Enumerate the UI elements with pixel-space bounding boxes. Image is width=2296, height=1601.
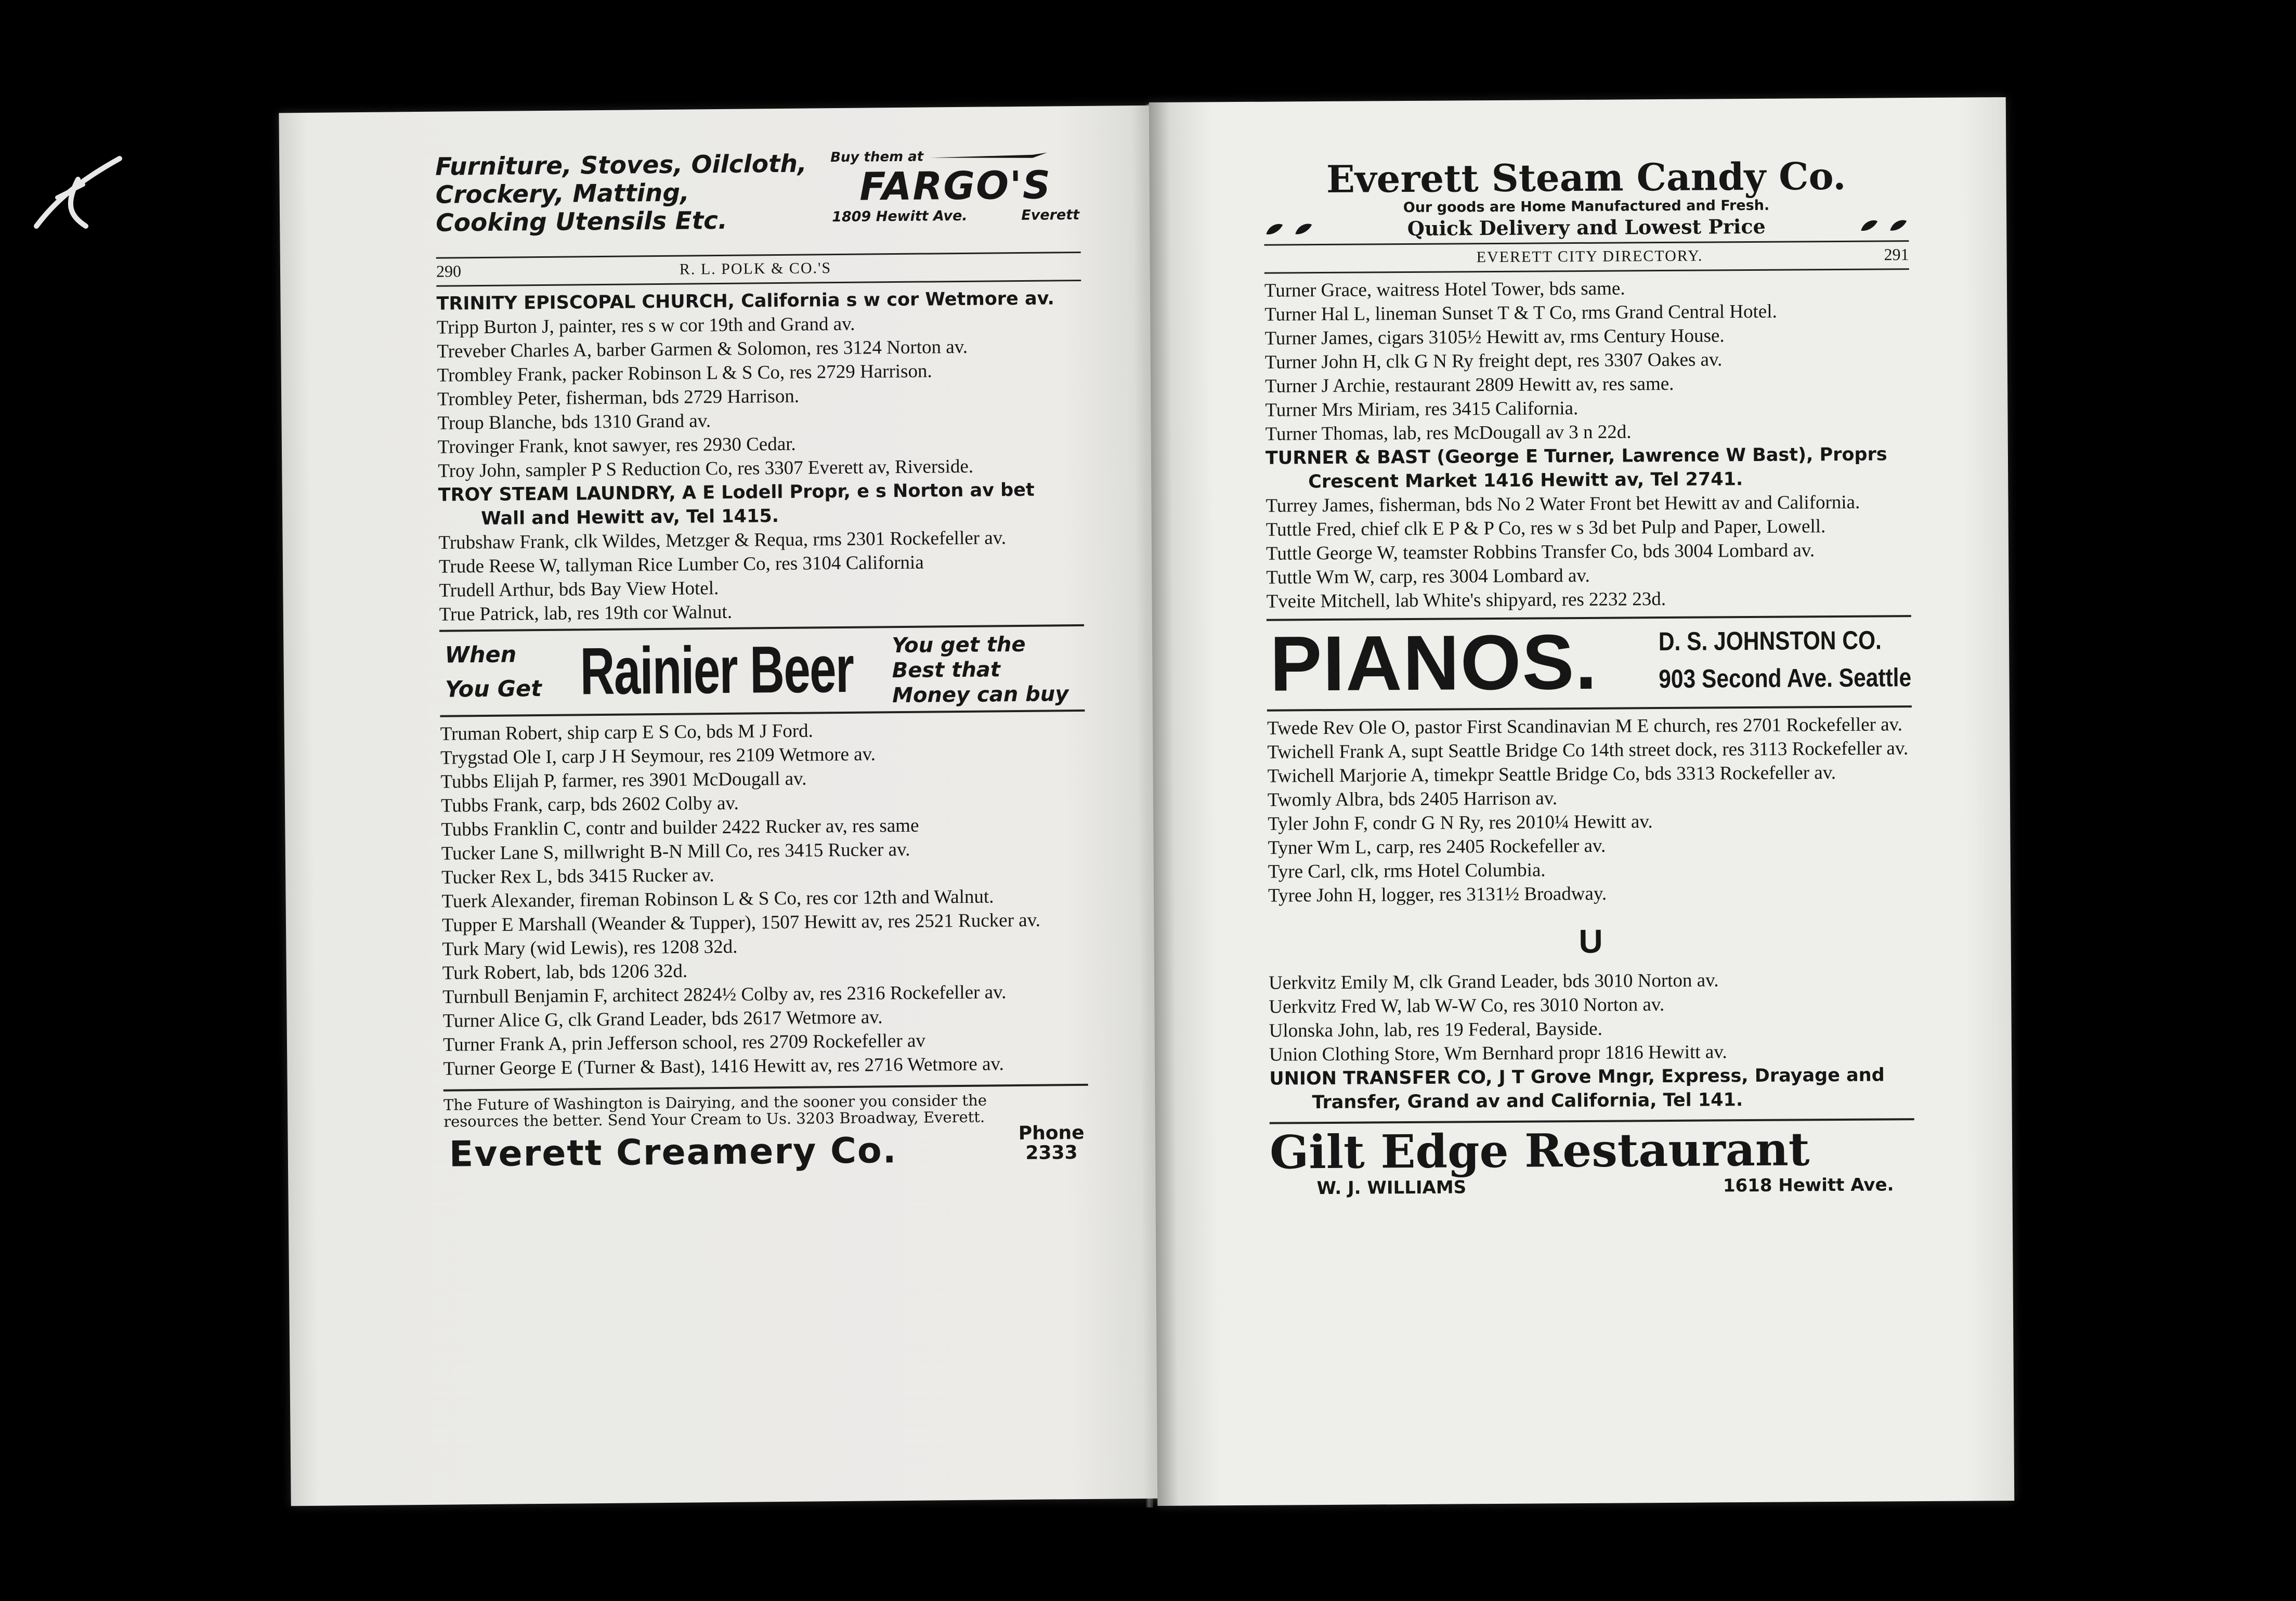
directory-entry: UNION TRANSFER CO, J T Grove Mngr, Express, Drayage and Transfer, Grand av and California, Tel 141.	[1269, 1065, 1885, 1113]
directory-entry: Turner Grace, waitress Hotel Tower, bds same.	[1264, 278, 1625, 301]
directory-entry: Tucker Rex L, bds 3415 Rucker av.	[441, 864, 714, 888]
directory-entry: Troy John, sampler P S Reduction Co, res 3307 Everett av, Riverside.	[438, 455, 974, 482]
page-number: 291	[1884, 245, 1909, 264]
directory-entry: TROY STEAM LAUNDRY, A E Lodell Propr, e s Norton av bet Wall and Hewitt av, Tel 1415.	[438, 479, 1035, 530]
directory-entry: Troup Blanche, bds 1310 Grand av.	[437, 410, 711, 434]
directory-entry: Turnbull Benjamin F, architect 2824½ Colby av, res 2316 Rockefeller av.	[442, 981, 1007, 1008]
pianos-advertisement	[1267, 615, 1912, 712]
directory-entries	[1269, 967, 1914, 1115]
directory-name: EVERETT CITY DIRECTORY.	[1476, 247, 1703, 266]
leaf-icon	[1859, 218, 1880, 233]
candy-slogan: Quick Delivery and Lowest Price	[1407, 214, 1766, 241]
directory-entry: Tyner Wm L, carp, res 2405 Rockefeller av.	[1268, 835, 1606, 859]
left-page-column	[435, 148, 1089, 1196]
directory-entry: Turner John H, clk G N Ry freight dept, res 3307 Oakes av.	[1264, 349, 1723, 373]
creamery-name: Everett Creamery Co.	[449, 1130, 897, 1175]
directory-entry: Tripp Burton J, painter, res s w cor 19th and Grand av.	[436, 313, 855, 338]
leaf-icon	[1888, 218, 1909, 233]
directory-entry: Turner Hal L, lineman Sunset T & T Co, rms Grand Central Hotel.	[1264, 300, 1777, 325]
rainier-brand: Rainier Beer	[580, 632, 854, 709]
directory-entry: Turner Thomas, lab, res McDougall av 3 n 22d.	[1265, 421, 1632, 445]
arrow-icon	[929, 150, 1048, 162]
gilt-restaurant-name: Gilt Edge Restaurant	[1269, 1122, 1810, 1179]
directory-entry: Twede Rev Ole O, pastor First Scandinavian M E church, res 2701 Rockefeller av.	[1267, 714, 1903, 739]
gilt-details	[1270, 1174, 1914, 1199]
directory-entry: Trygstad Ole I, carp J H Seymour, res 2109 Wetmore av.	[440, 743, 876, 769]
directory-entry: Tuttle Wm W, carp, res 3004 Lombard av.	[1266, 565, 1590, 588]
pianos-word: PIANOS.	[1269, 618, 1598, 707]
directory-entry: TRINITY EPISCOPAL CHURCH, California s w cor Wetmore av.	[436, 288, 1055, 314]
candy-company-name: Everett Steam Candy Co.	[1326, 153, 1846, 201]
candy-advertisement	[1263, 155, 1909, 241]
rainier-left-line: When	[445, 641, 517, 668]
fargo-address-line	[831, 207, 1080, 225]
directory-entry: Trubshaw Frank, clk Wildes, Metzger & Requa, rms 2301 Rockefeller av.	[438, 527, 1007, 554]
directory-entry: Turrey James, fisherman, bds No 2 Water Front bet Hewitt av and California.	[1266, 491, 1860, 517]
leaf-ornaments-right	[1859, 218, 1909, 234]
right-page	[1149, 97, 2014, 1506]
directory-entry: Tucker Lane S, millwright B-N Mill Co, res 3415 Rucker av.	[441, 838, 910, 864]
directory-entry: Union Clothing Store, Wm Bernhard propr 1816 Hewitt av.	[1269, 1041, 1727, 1066]
creamery-phone	[1019, 1123, 1085, 1163]
directory-entries	[1267, 713, 1913, 908]
pianos-dealer	[1659, 621, 1912, 698]
rainier-right-line: You get the	[892, 632, 1026, 658]
directory-entries	[440, 717, 1088, 1081]
directory-entry: TURNER & BAST (George E Turner, Lawrence W Bast), Proprs Crescent Market 1416 Hewitt av, Tel 2741.	[1265, 444, 1887, 493]
pianos-address: 903 Second Ave. Seattle	[1659, 663, 1912, 694]
rainier-right-line: Money can buy	[892, 682, 1069, 708]
leaf-icon	[1264, 221, 1285, 237]
rainier-left-line: You Get	[445, 676, 542, 703]
phone-label: Phone	[1018, 1122, 1085, 1145]
directory-entry: Tupper E Marshall (Weander & Tupper), 1507 Hewitt av, res 2521 Rucker av.	[441, 909, 1041, 936]
directory-entry: Truman Robert, ship carp E S Co, bds M J Ford.	[440, 720, 814, 745]
fargo-product-line: Cooking Utensils Etc.	[435, 206, 728, 238]
directory-entry: Tuttle George W, teamster Robbins Transfer Co, bds 3004 Lombard av.	[1266, 540, 1815, 565]
gilt-edge-advertisement	[1270, 1118, 1915, 1199]
directory-entry: Tuerk Alexander, fireman Robinson L & S Co, res cor 12th and Walnut.	[441, 886, 994, 912]
phone-number: 2333	[1025, 1142, 1078, 1164]
leaf-icon	[1293, 221, 1314, 237]
creamery-tagline: The Future of Washington is Dairying, and the sooner you consider the	[443, 1091, 987, 1114]
directory-entry: Tubbs Frank, carp, bds 2602 Colby av.	[440, 792, 739, 817]
directory-entry: Trombley Frank, packer Robinson L & S Co, res 2729 Harrison.	[437, 360, 932, 386]
fargo-product-line: Crockery, Matting,	[435, 178, 690, 209]
fargo-address: 1809 Hewitt Ave.	[831, 207, 968, 226]
directory-entry: Twomly Albra, bds 2405 Harrison av.	[1267, 788, 1558, 811]
directory-entry: Ulonska John, lab, res 19 Federal, Bayside.	[1269, 1018, 1603, 1042]
left-page	[279, 106, 1165, 1506]
directory-entries	[436, 286, 1084, 627]
fargo-store-name: FARGO'S	[859, 163, 1052, 209]
directory-entry: Turner Alice G, clk Grand Leader, bds 2617 Wetmore av.	[442, 1006, 883, 1032]
directory-entry: Uerkvitz Fred W, lab W-W Co, res 3010 Norton av.	[1269, 994, 1665, 1018]
directory-entry: Tyree John H, logger, res 3131½ Broadway.	[1268, 883, 1607, 907]
creamery-advertisement	[443, 1084, 1089, 1196]
pianos-company: D. S. JOHNSTON CO.	[1659, 625, 1882, 657]
directory-entries	[1264, 275, 1911, 614]
running-header	[436, 252, 1081, 287]
rainier-beer-advertisement	[439, 624, 1085, 717]
directory-entry: Turner J Archie, restaurant 2809 Hewitt av, res same.	[1264, 373, 1674, 397]
page-number: 290	[436, 261, 462, 281]
rainier-left-text	[445, 637, 542, 707]
leaf-ornaments-left	[1264, 221, 1314, 238]
creamery-tagline: resources the better. Send Your Cream to Us. 3203 Broadway, Everett.	[443, 1108, 985, 1131]
candy-slogan-line	[1264, 214, 1909, 241]
section-letter: U	[1578, 922, 1603, 961]
directory-entry: Trude Reese W, tallyman Rice Lumber Co, res 3104 California	[438, 552, 924, 578]
directory-entry: Turner George E (Turner & Bast), 1416 Hewitt av, res 2716 Wetmore av.	[443, 1053, 1004, 1080]
fargo-product-list	[435, 150, 807, 238]
rainier-right-line: Best that	[892, 658, 1001, 683]
directory-entry: Turk Mary (wid Lewis), res 1208 32d.	[442, 936, 738, 960]
directory-entry: True Patrick, lab, res 19th cor Walnut.	[439, 601, 733, 625]
directory-entry: Trombley Peter, fisherman, bds 2729 Harrison.	[437, 385, 800, 410]
gilt-address: 1618 Hewitt Ave.	[1723, 1174, 1894, 1197]
directory-entry: Trudell Arthur, bds Bay View Hotel.	[439, 578, 719, 601]
directory-entry: Turner James, cigars 3105½ Hewitt av, rms Century House.	[1264, 325, 1725, 349]
gilt-proprietor: W. J. WILLIAMS	[1316, 1177, 1467, 1199]
directory-entry: Treveber Charles A, barber Garmen & Solomon, res 3124 Norton av.	[437, 336, 968, 362]
directory-entry: Tveite Mitchell, lab White's shipyard, res 2232 23d.	[1266, 588, 1666, 612]
directory-entry: Turner Frank A, prin Jefferson school, res 2709 Rockefeller av	[442, 1030, 926, 1056]
fargo-buy-text: Buy them at	[830, 149, 924, 166]
right-page-column	[1263, 155, 1914, 1199]
directory-entry: Turk Robert, lab, bds 1206 32d.	[442, 960, 688, 984]
directory-entry: Turner Mrs Miriam, res 3415 California.	[1265, 398, 1578, 421]
rainier-right-text	[892, 632, 1085, 708]
fargo-product-line: Furniture, Stoves, Oilcloth,	[435, 149, 807, 181]
directory-entry: Uerkvitz Emily M, clk Grand Leader, bds 3010 Norton av.	[1268, 969, 1719, 994]
publisher-name: R. L. POLK & CO.'S	[679, 259, 832, 278]
directory-entry: Tubbs Franklin C, contr and builder 2422 Rucker av, res same	[441, 815, 919, 841]
fargo-city: Everett	[1021, 206, 1080, 224]
running-header	[1264, 240, 1909, 274]
directory-entry: Tyler John F, condr G N Ry, res 2010¼ Hewitt av.	[1268, 811, 1653, 835]
directory-entry: Twichell Frank A, supt Seattle Bridge Co 14th street dock, res 3113 Rockefeller av.	[1267, 738, 1909, 763]
fargo-store-block	[830, 148, 1080, 225]
fargo-advertisement	[435, 148, 1081, 257]
directory-entry: Trovinger Frank, knot sawyer, res 2930 Cedar.	[437, 433, 796, 458]
directory-entry: Twichell Marjorie A, timekpr Seattle Bridge Co, bds 3313 Rockefeller av.	[1267, 762, 1836, 787]
candy-subtitle: Our goods are Home Manufactured and Fresh.	[1403, 197, 1770, 216]
pencil-mark	[16, 148, 130, 242]
directory-entry: Tuttle Fred, chief clk E P & P Co, res w s 3d bet Pulp and Paper, Lowell.	[1266, 516, 1826, 541]
directory-entry: Tubbs Elijah P, farmer, res 3901 McDougall av.	[440, 768, 807, 793]
directory-entry: Tyre Carl, clk, rms Hotel Columbia.	[1268, 859, 1546, 883]
